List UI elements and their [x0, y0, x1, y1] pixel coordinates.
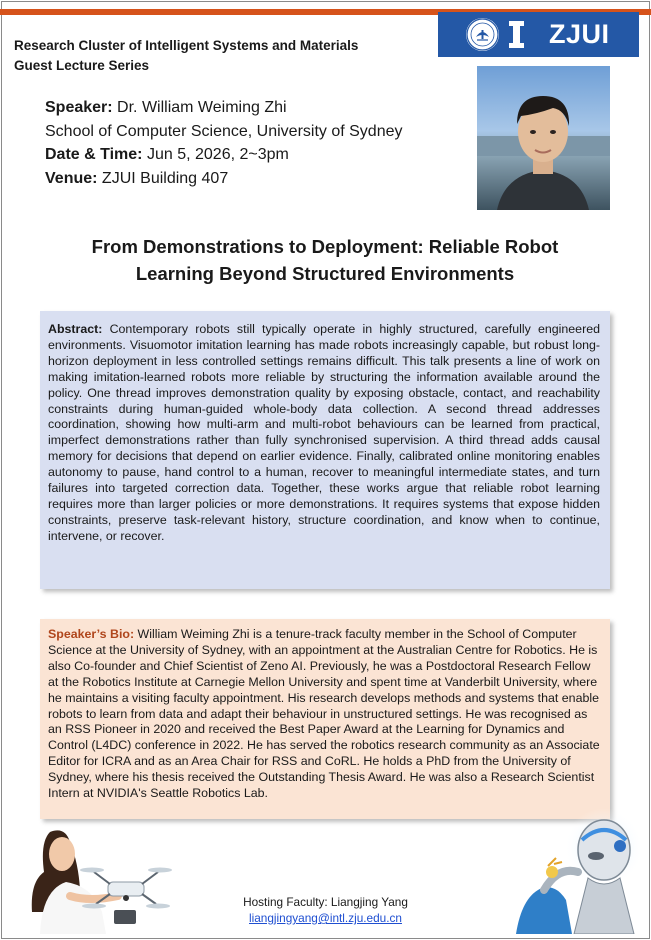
bio-box: [40, 619, 610, 819]
speaker-photo: [477, 66, 610, 210]
university-seal-icon: [466, 18, 499, 51]
logo-text: ZJUI: [549, 19, 610, 49]
lecture-series-heading: [14, 36, 358, 76]
talk-title-line-1: From Demonstrations to Deployment: Reliable Robot: [91, 236, 559, 257]
talk-title: [30, 233, 620, 287]
speaker-name: Dr. William Weiming Zhi: [117, 99, 287, 116]
venue-row: [45, 167, 403, 191]
affiliation: School of Computer Science, University of Sydney: [45, 122, 403, 140]
bio-label: Speaker’s Bio:: [48, 627, 135, 641]
speaker-row: [45, 96, 403, 120]
series-line-1: Research Cluster of Intelligent Systems and Materials: [14, 38, 359, 53]
bio-text: William Weiming Zhi is a tenure-track faculty member in the School of Computer Science at the University of Sydney, with an appointment at the Australian Centre for Robotics. He is also Co-founder and Chief Scientist of Zeno AI. Previously, he was a Postdoctoral Research Fellow at the Robotics Institute at Carnegie Mellon University and spent time at Vanderbilt University, where he maintains a visiting faculty appointment. His research develops methods and systems that enable robots to learn from data and adapt their behaviour in unstructured settings. He was recognised as an RSS Pioneer in 2020 and received the Best Paper Award at the Learning for Dynamics and Control (L4DC) conference in 2022. He has served the robotics research community as an Associate Editor for ICRA and as an Area Chair for RSS and CoRL. He holds a PhD from the University of Sydney, where his thesis received the Outstanding Thesis Award. He was also a Research Scientist Intern at NVIDIA's Seattle Robotics Lab.: [48, 627, 600, 801]
series-line-2: Guest Lecture Series: [14, 58, 150, 73]
zjui-logo: [438, 12, 639, 57]
host-email-link[interactable]: liangjingyang@intl.zju.edu.cn: [249, 911, 402, 925]
venue-value: ZJUI Building 407: [101, 169, 229, 187]
hosting-faculty: Hosting Faculty: Liangjing Yang: [243, 895, 408, 909]
abstract-text: Contemporary robots still typically operate in highly structured, carefully engineered environments. Visuomotor imitation learning has made robots increasingly capable, but robust long-horizon deployment in less controlled settings remains difficult. This talk presents a line of work on making imitation-learned robots more reliable by structuring the information available around the policy. One thread improves demonstration quality by exposing obstacle, contact, and reachability constraints during human-guided whole-body data collection. A second thread addresses coordination, showing how multi-arm and multi-robot behaviours can be learned from practical, imperfect demonstrations rather than fully synchronised supervision. A third thread adds causal memory for decisions that depend on earlier evidence. Finally, calibrated online monitoring enables autonomy to pause, hand control to a human, recover to meaningful intermediate states, and turn failures into targeted correction data. Together, these works argue that reliable robot learning requires more than larger policies or more demonstrations. It requires systems that expose hidden constraints, preserve task-relevant history, structure coordination, and know when to continue, intervene, or recover.: [48, 322, 600, 543]
speaker-label: Speaker:: [45, 99, 113, 116]
abstract-label: Abstract:: [48, 322, 103, 336]
hosting-info: [0, 894, 651, 926]
logo-i-mark-icon: [509, 21, 524, 48]
venue-label: Venue:: [45, 169, 98, 187]
date-value: Jun 5, 2026, 2~3pm: [146, 146, 289, 163]
date-row: [45, 143, 403, 167]
abstract-box: [40, 311, 610, 589]
event-info: [45, 96, 403, 190]
date-label: Date & Time:: [45, 146, 143, 163]
talk-title-line-2: Learning Beyond Structured Environments: [135, 263, 515, 284]
